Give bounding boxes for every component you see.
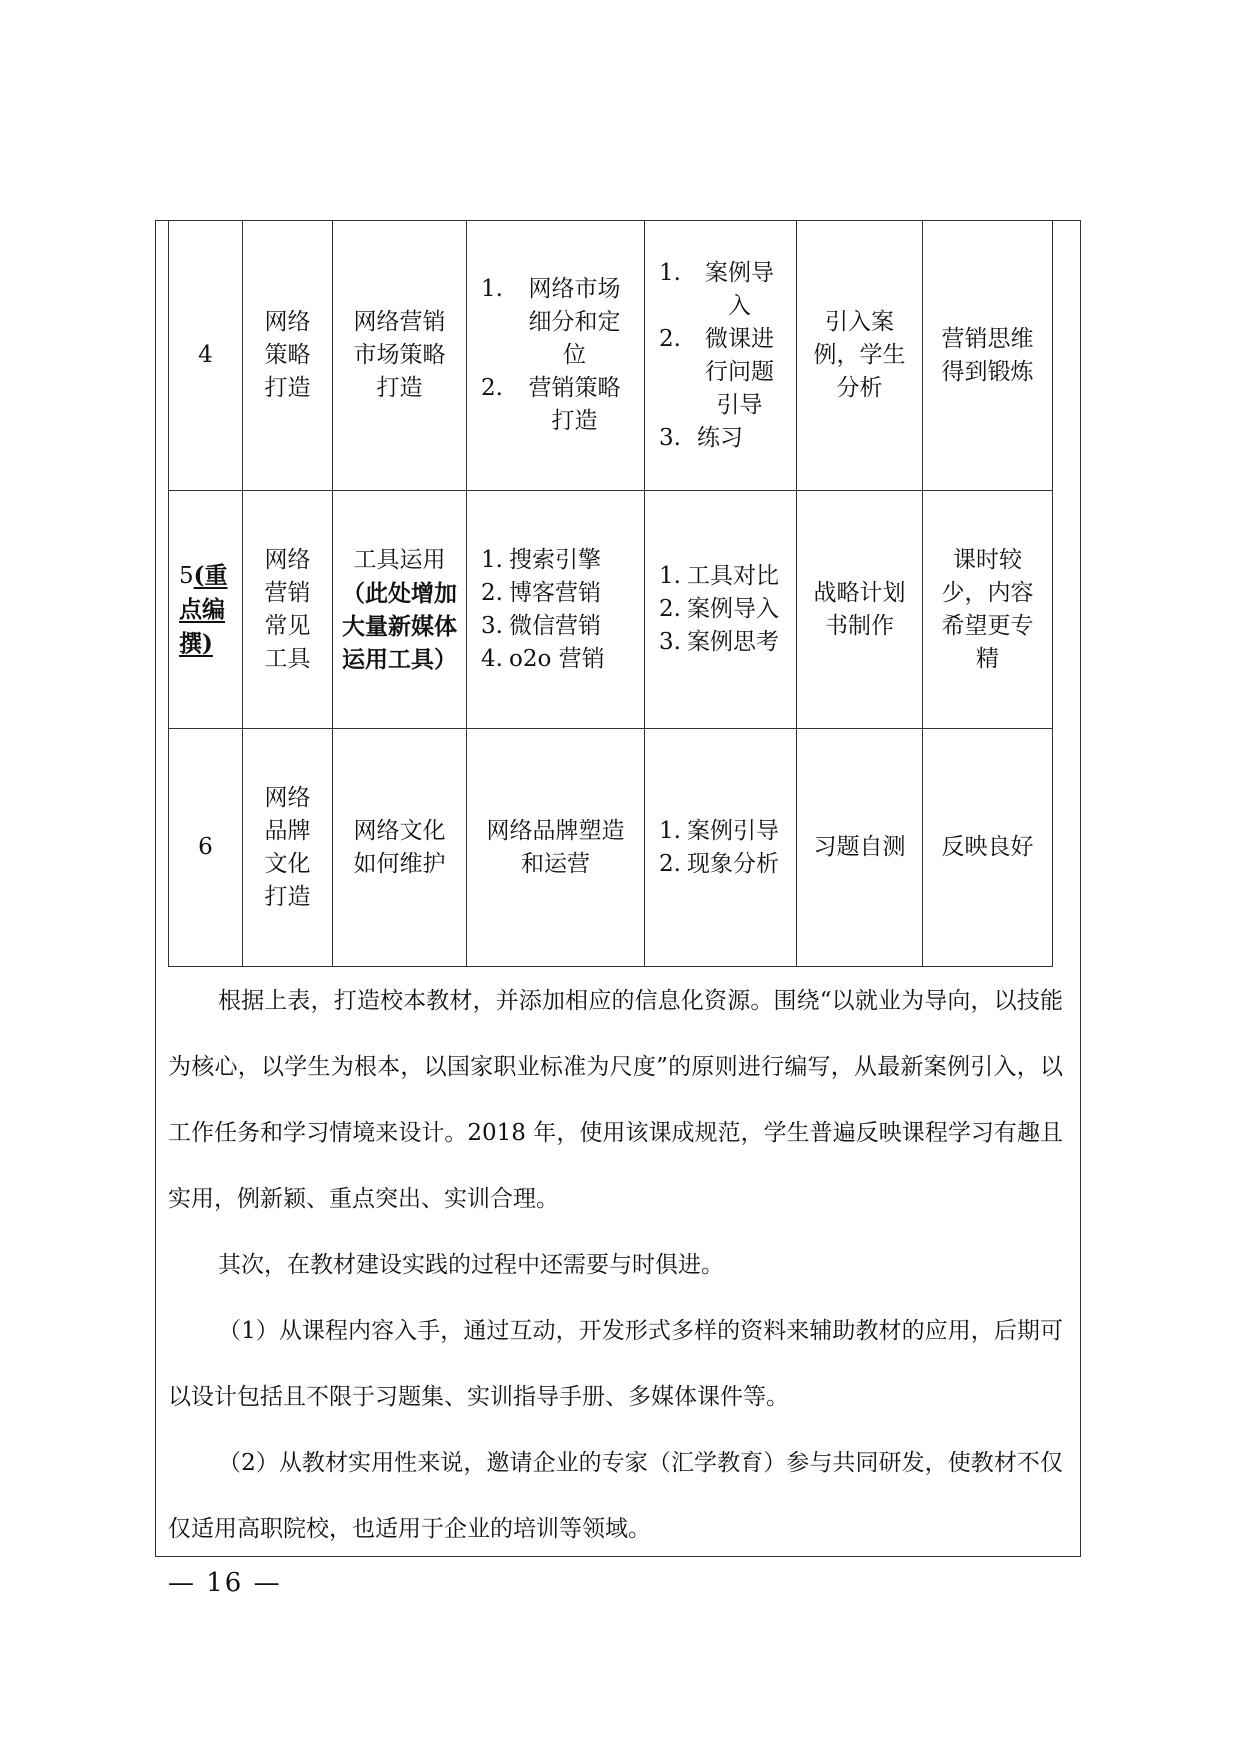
list-item: 3. 案例思考 [659,629,779,655]
list-item: 3. 练习 [659,424,743,451]
list-item: 1. 案例导入 [659,259,774,319]
feedback-cell: 反映良好 [923,729,1053,967]
highlight-note: （此处增加大量新媒体运用工具） [342,579,457,673]
body-paragraph: （1）从课程内容入手，通过互动，开发形式多样的资料来辅助教材的应用，后期可以设计包括且不限于习题集、实训指导手册、多媒体课件等。 [168,1318,1063,1410]
topic-cell: 工具运用 （此处增加大量新媒体运用工具） [333,491,467,729]
body-paragraph: 根据上表，打造校本教材，并添加相应的信息化资源。围绕“以就业为导向，以技能为核心，以学生为根本，以国家职业标准为尺度”的原则进行编写，从最新案例引入，以工作任务和学习情境来设计。2018 年，使用该课成规范，学生普遍反映课程学习有趣且实用，例新颖、重点突出、实训合理。 [168,988,1063,1212]
list-item: 2. 营销策略打造 [481,375,621,434]
list-item: 2. 案例导入 [659,596,779,622]
method-cell [645,491,797,729]
table-row [169,491,1053,729]
activity-cell: 习题自测 [797,729,923,967]
module-cell: 网络 策略 打造 [243,221,333,491]
row-number: 5(重点编撰) [169,491,243,729]
course-table [168,220,1053,967]
content-cell [467,221,645,491]
topic-cell: 网络文化如何维护 [333,729,467,967]
list-item: 2. 现象分析 [659,850,779,877]
feedback-cell: 营销思维得到锻炼 [923,221,1053,491]
list-item: 1. 案例引导 [659,817,779,844]
list-item: 1. 搜索引擎 [481,546,601,573]
table-row [169,221,1053,491]
topic-cell: 网络营销市场策略打造 [333,221,467,491]
module-cell: 网络 品牌 文化 打造 [243,729,333,967]
method-cell [645,221,797,491]
body-paragraph: 其次，在教材建设实践的过程中还需要与时俱进。 [218,1252,724,1278]
list-item: 2. 微课进行问题引导 [659,325,774,418]
table-row [169,729,1053,967]
row-number: 4 [169,221,243,491]
list-item: 2. 博客营销 [481,579,601,606]
list-item: 3. 微信营销 [481,612,601,639]
content-cell [467,491,645,729]
activity-cell: 引入案例，学生分析 [797,221,923,491]
module-cell: 网络 营销 常见 工具 [243,491,333,729]
method-cell [645,729,797,967]
activity-cell: 战略计划书制作 [797,491,923,729]
list-item: 1. 网络市场细分和定位 [481,276,621,368]
body-paragraph: （2）从教材实用性来说，邀请企业的专家（汇学教育）参与共同研发，使教材不仅仅适用高职院校，也适用于企业的培训等领域。 [168,1450,1063,1542]
highlight-note: (重点编撰) [179,561,228,657]
list-item: 1. 工具对比 [659,563,779,589]
page-number: — 16 — [168,1568,282,1598]
content-cell: 网络品牌塑造和运营 [467,729,645,967]
row-number: 6 [169,729,243,967]
feedback-cell: 课时较少，内容希望更专精 [923,491,1053,729]
list-item: 4. o2o 营销 [481,645,605,672]
